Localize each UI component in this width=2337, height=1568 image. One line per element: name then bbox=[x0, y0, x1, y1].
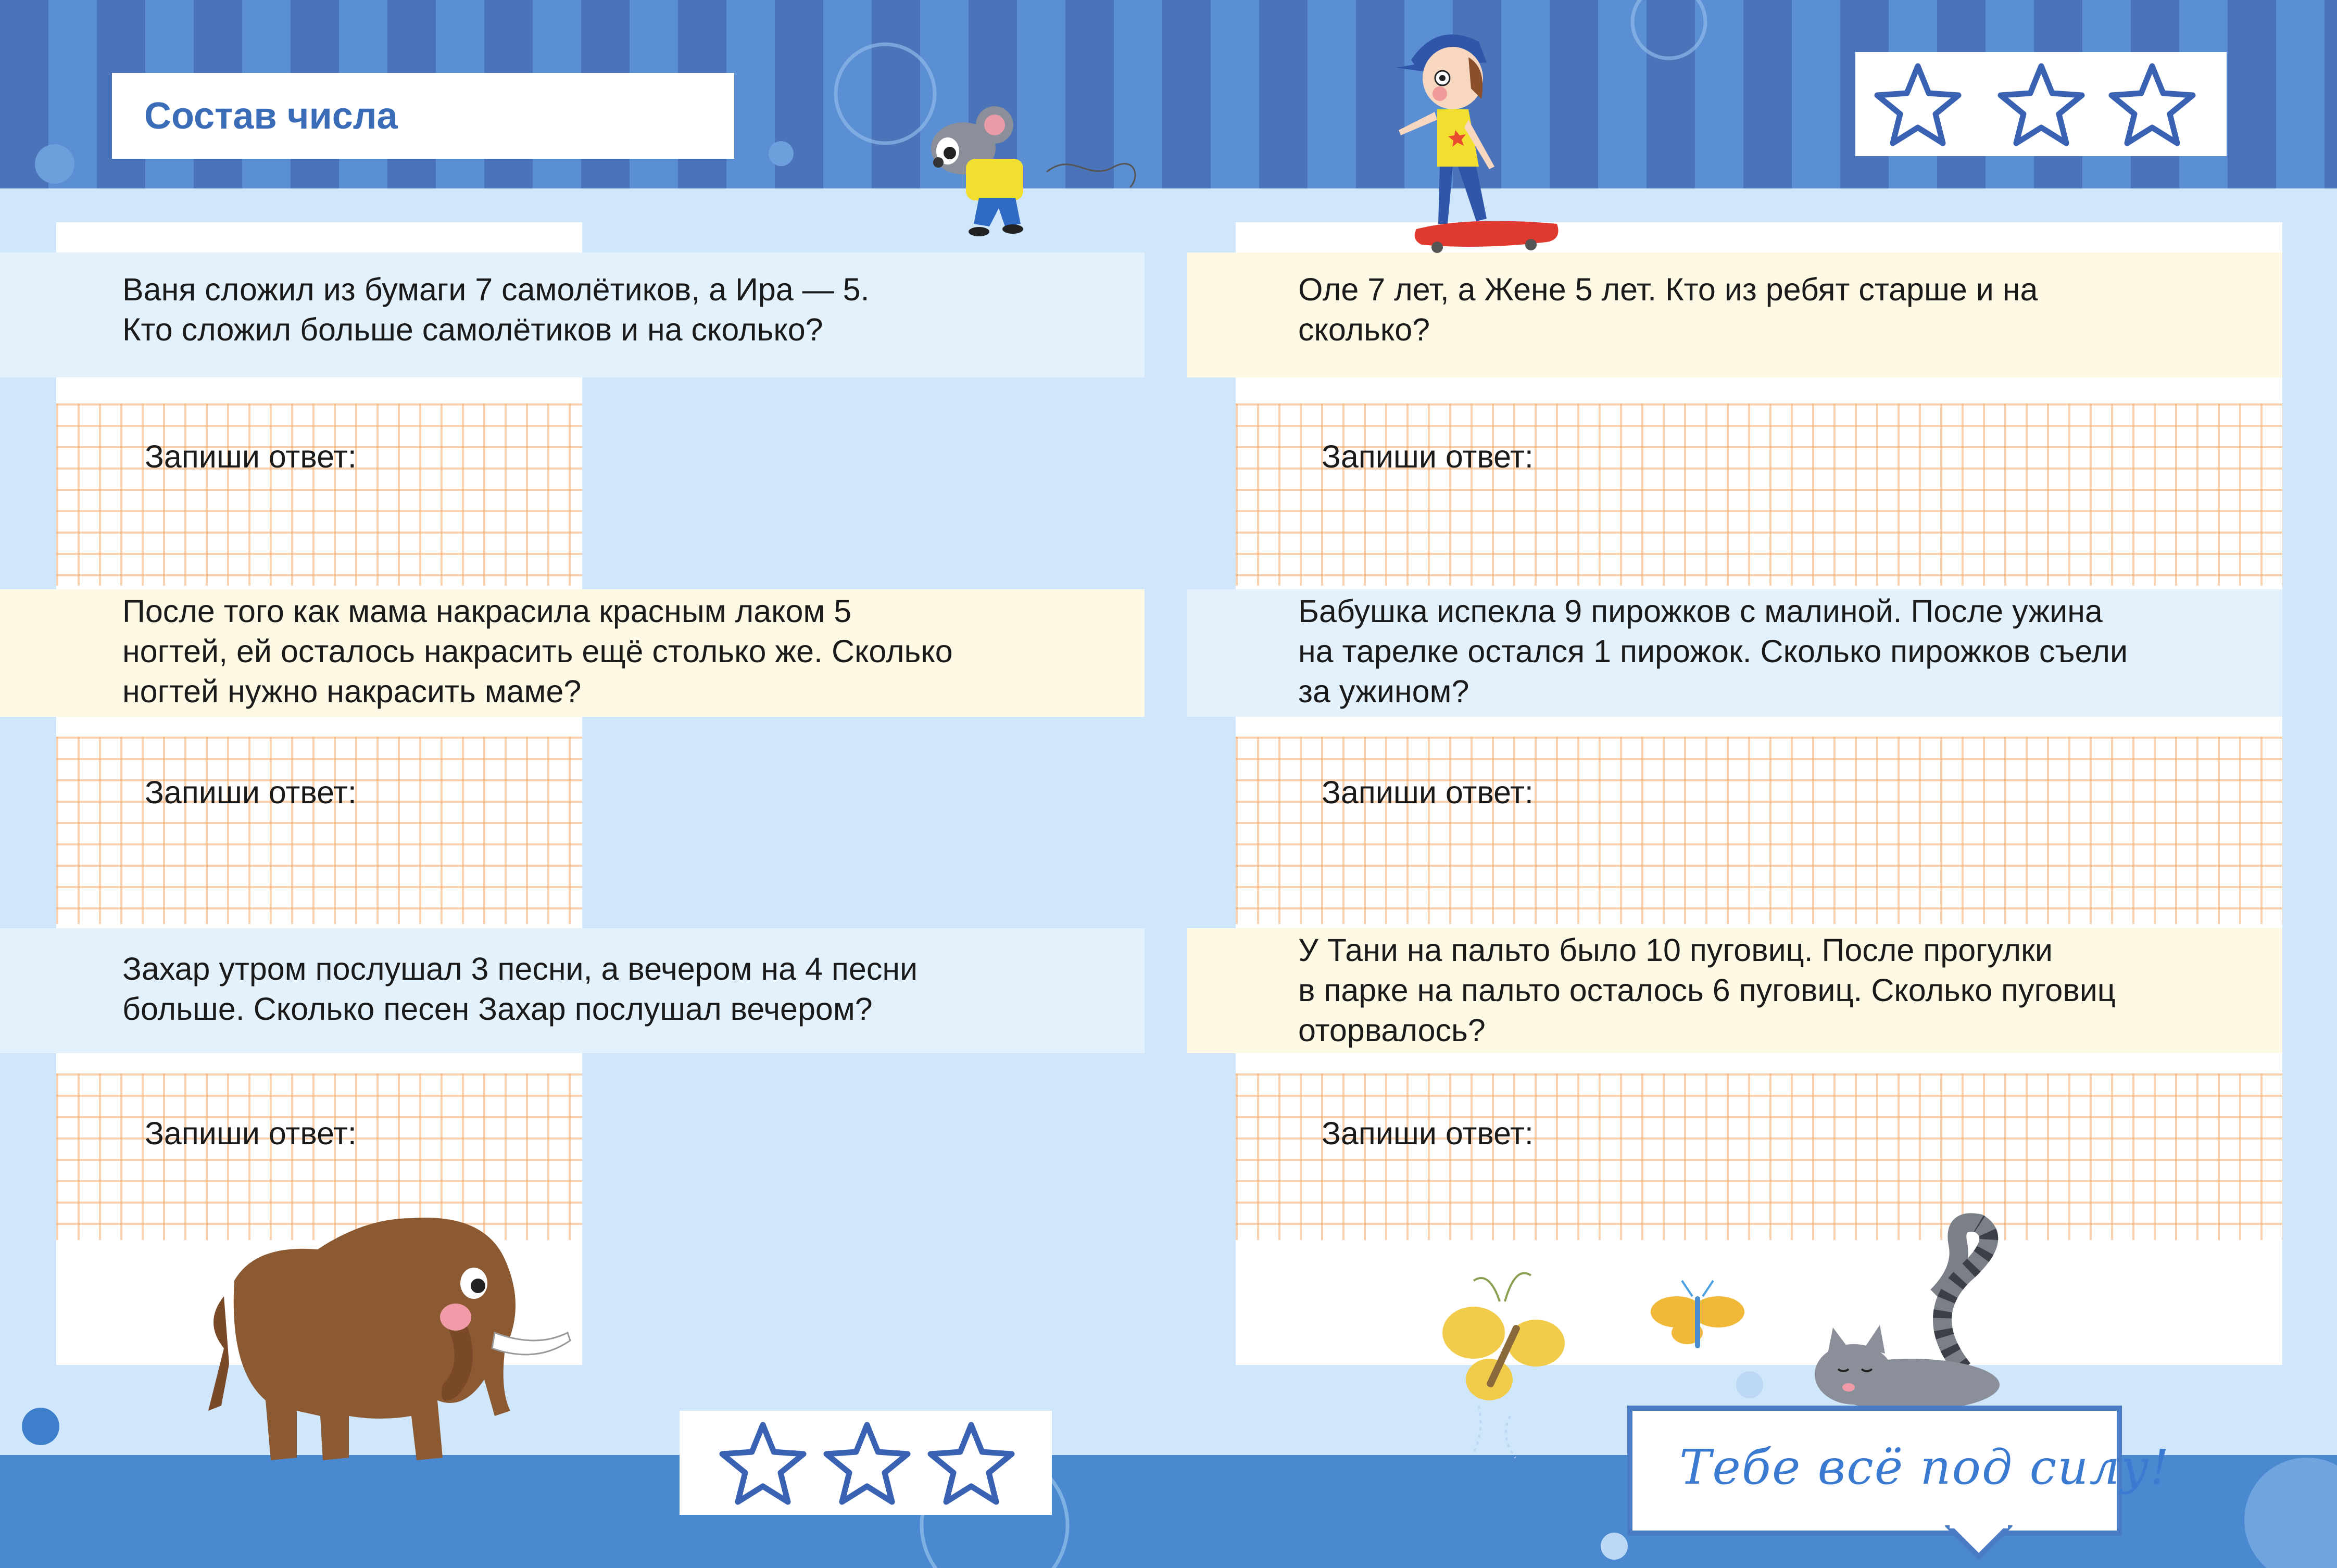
answer-label: Запиши ответ: bbox=[1322, 1116, 1534, 1151]
task-band bbox=[1187, 252, 2282, 377]
answer-grid bbox=[1236, 1073, 2282, 1240]
task-band bbox=[0, 252, 1145, 377]
task-band bbox=[1187, 589, 2282, 717]
task-text: Ваня сложил из бумаги 7 самолётиков, а Ира — 5. Кто сложил больше самолётиков и на сколько? bbox=[122, 272, 870, 347]
star-icon bbox=[2001, 66, 2082, 143]
mammoth-illustration bbox=[193, 1192, 594, 1484]
star-icon bbox=[1877, 66, 1958, 143]
star-icon bbox=[931, 1425, 1012, 1502]
motto-box bbox=[1627, 1406, 2170, 1536]
butterfly-illustration bbox=[1645, 1275, 1750, 1359]
answer-label: Запиши ответ: bbox=[1322, 439, 1534, 474]
answer-label: Запиши ответ: bbox=[1322, 775, 1534, 810]
answer-label: Запиши ответ: bbox=[145, 439, 357, 474]
task-text: Оле 7 лет, а Жене 5 лет. Кто из ребят старше и на сколько? bbox=[1298, 272, 2038, 347]
title-box bbox=[112, 73, 734, 159]
page-title: Состав числа bbox=[144, 95, 398, 137]
motto-text: Тебе всё под силу! bbox=[1679, 1439, 2170, 1495]
butterfly-illustration bbox=[1437, 1260, 1573, 1463]
answer-grid bbox=[56, 737, 582, 924]
mouse-illustration bbox=[916, 99, 1146, 250]
task-band bbox=[0, 589, 1145, 717]
answer-grid bbox=[1236, 737, 2282, 924]
task-band bbox=[0, 928, 1145, 1053]
star-icon bbox=[722, 1425, 803, 1502]
answer-label: Запиши ответ: bbox=[145, 775, 357, 810]
answer-grid bbox=[1236, 403, 2282, 586]
cat-illustration bbox=[1807, 1213, 2046, 1421]
star-icon bbox=[2112, 66, 2193, 143]
task-band bbox=[1187, 928, 2282, 1053]
answer-grid bbox=[56, 403, 582, 586]
task-text: У Тани на пальто было 10 пуговиц. После прогулки в парке на пальто осталось 6 пуговиц. Сколько пуговиц оторвалось? bbox=[1298, 932, 2116, 1048]
boy-skateboard-illustration bbox=[1375, 10, 1573, 255]
rating-stars-bottom bbox=[680, 1411, 1052, 1515]
rating-stars-top bbox=[1855, 52, 2227, 156]
star-icon bbox=[826, 1425, 908, 1502]
task-text: Захар утром послушал 3 песни, а вечером на 4 песни больше. Сколько песен Захар послушал вечером? bbox=[122, 951, 918, 1027]
task-text: После того как мама накрасила красным лаком 5 ногтей, ей осталось накрасить ещё столько же. Сколько ногтей нужно накрасить маме? bbox=[122, 593, 953, 709]
speech-tail-icon bbox=[1942, 1525, 2015, 1567]
task-text: Бабушка испекла 9 пирожков с малиной. После ужина на тарелке остался 1 пирожок. Сколько пирожков съели за ужином? bbox=[1298, 593, 2128, 709]
answer-label: Запиши ответ: bbox=[145, 1116, 357, 1151]
